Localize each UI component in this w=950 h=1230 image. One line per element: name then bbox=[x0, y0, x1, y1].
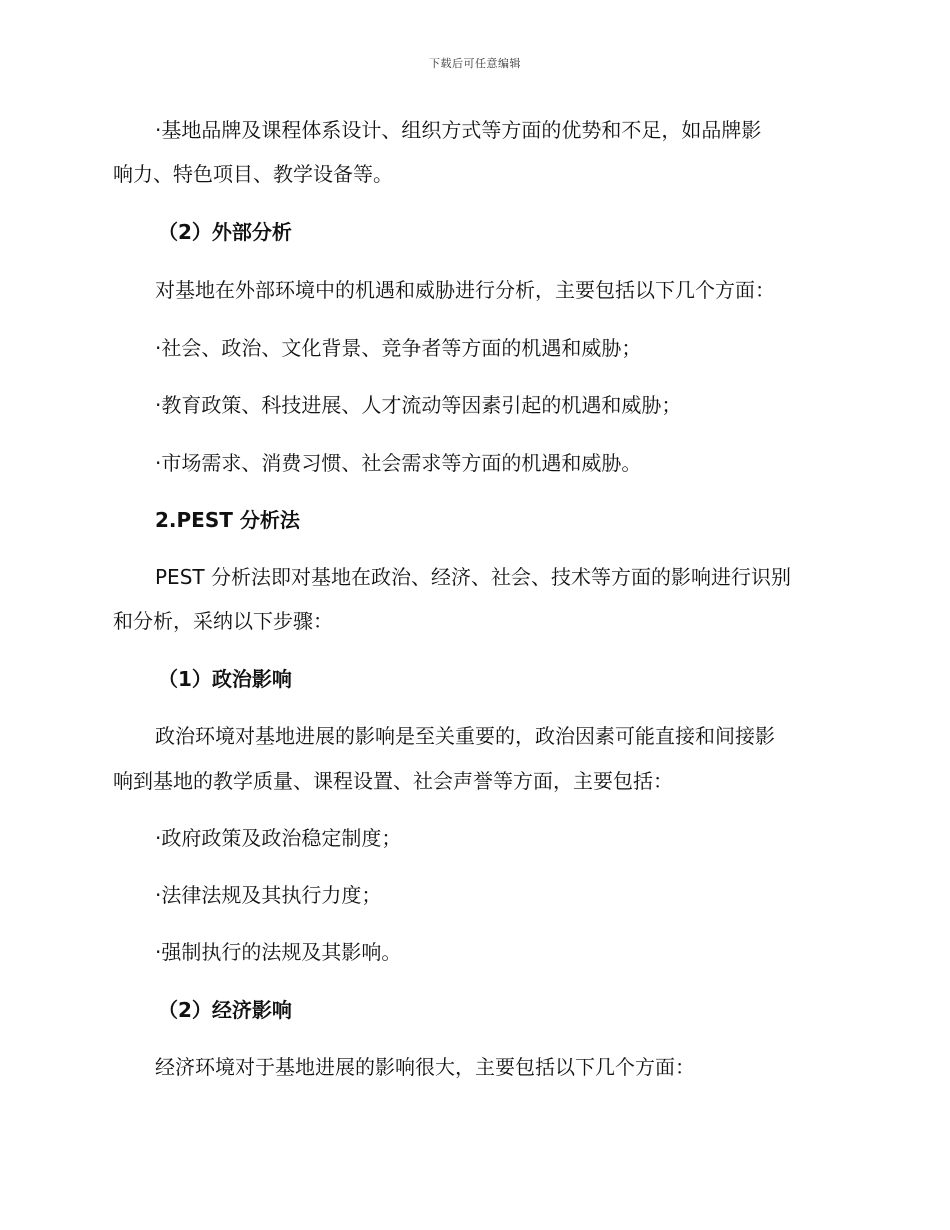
bullet-item: ·法律法规及其执行力度； bbox=[155, 883, 382, 907]
paragraph-continuation: 响到基地的教学质量、课程设置、社会声誉等方面，主要包括： bbox=[113, 769, 673, 793]
paragraph: 经济环境对于基地进展的影响很大，主要包括以下几个方面： bbox=[155, 1055, 695, 1079]
bullet-item: ·社会、政治、文化背景、竞争者等方面的机遇和威胁； bbox=[155, 336, 642, 360]
bullet-item: ·强制执行的法规及其影响。 bbox=[155, 940, 402, 964]
paragraph-continuation: 和分析，采纳以下步骤： bbox=[113, 609, 333, 633]
bullet-item: ·教育政策、科技进展、人才流动等因素引起的机遇和威胁； bbox=[155, 393, 682, 417]
paragraph: 对基地在外部环境中的机遇和威胁进行分析，主要包括以下几个方面： bbox=[155, 278, 775, 302]
bullet-item: ·基地品牌及课程体系设计、组织方式等方面的优势和不足，如品牌影 bbox=[155, 118, 762, 142]
paragraph-continuation: 响力、特色项目、教学设备等。 bbox=[113, 162, 393, 186]
section-heading: 2.PEST 分析法 bbox=[155, 508, 300, 532]
section-heading: （1）政治影响 bbox=[158, 667, 292, 691]
bullet-item: ·市场需求、消费习惯、社会需求等方面的机遇和威胁。 bbox=[155, 451, 642, 475]
section-heading: （2）外部分析 bbox=[158, 220, 292, 244]
paragraph: 政治环境对基地进展的影响是至关重要的，政治因素可能直接和间接影 bbox=[155, 724, 775, 748]
bullet-item: ·政府政策及政治稳定制度； bbox=[155, 826, 402, 850]
paragraph: PEST 分析法即对基地在政治、经济、社会、技术等方面的影响进行识别 bbox=[155, 565, 791, 589]
page-header: 下载后可任意编辑 bbox=[429, 57, 521, 70]
section-heading: （2）经济影响 bbox=[158, 998, 292, 1022]
